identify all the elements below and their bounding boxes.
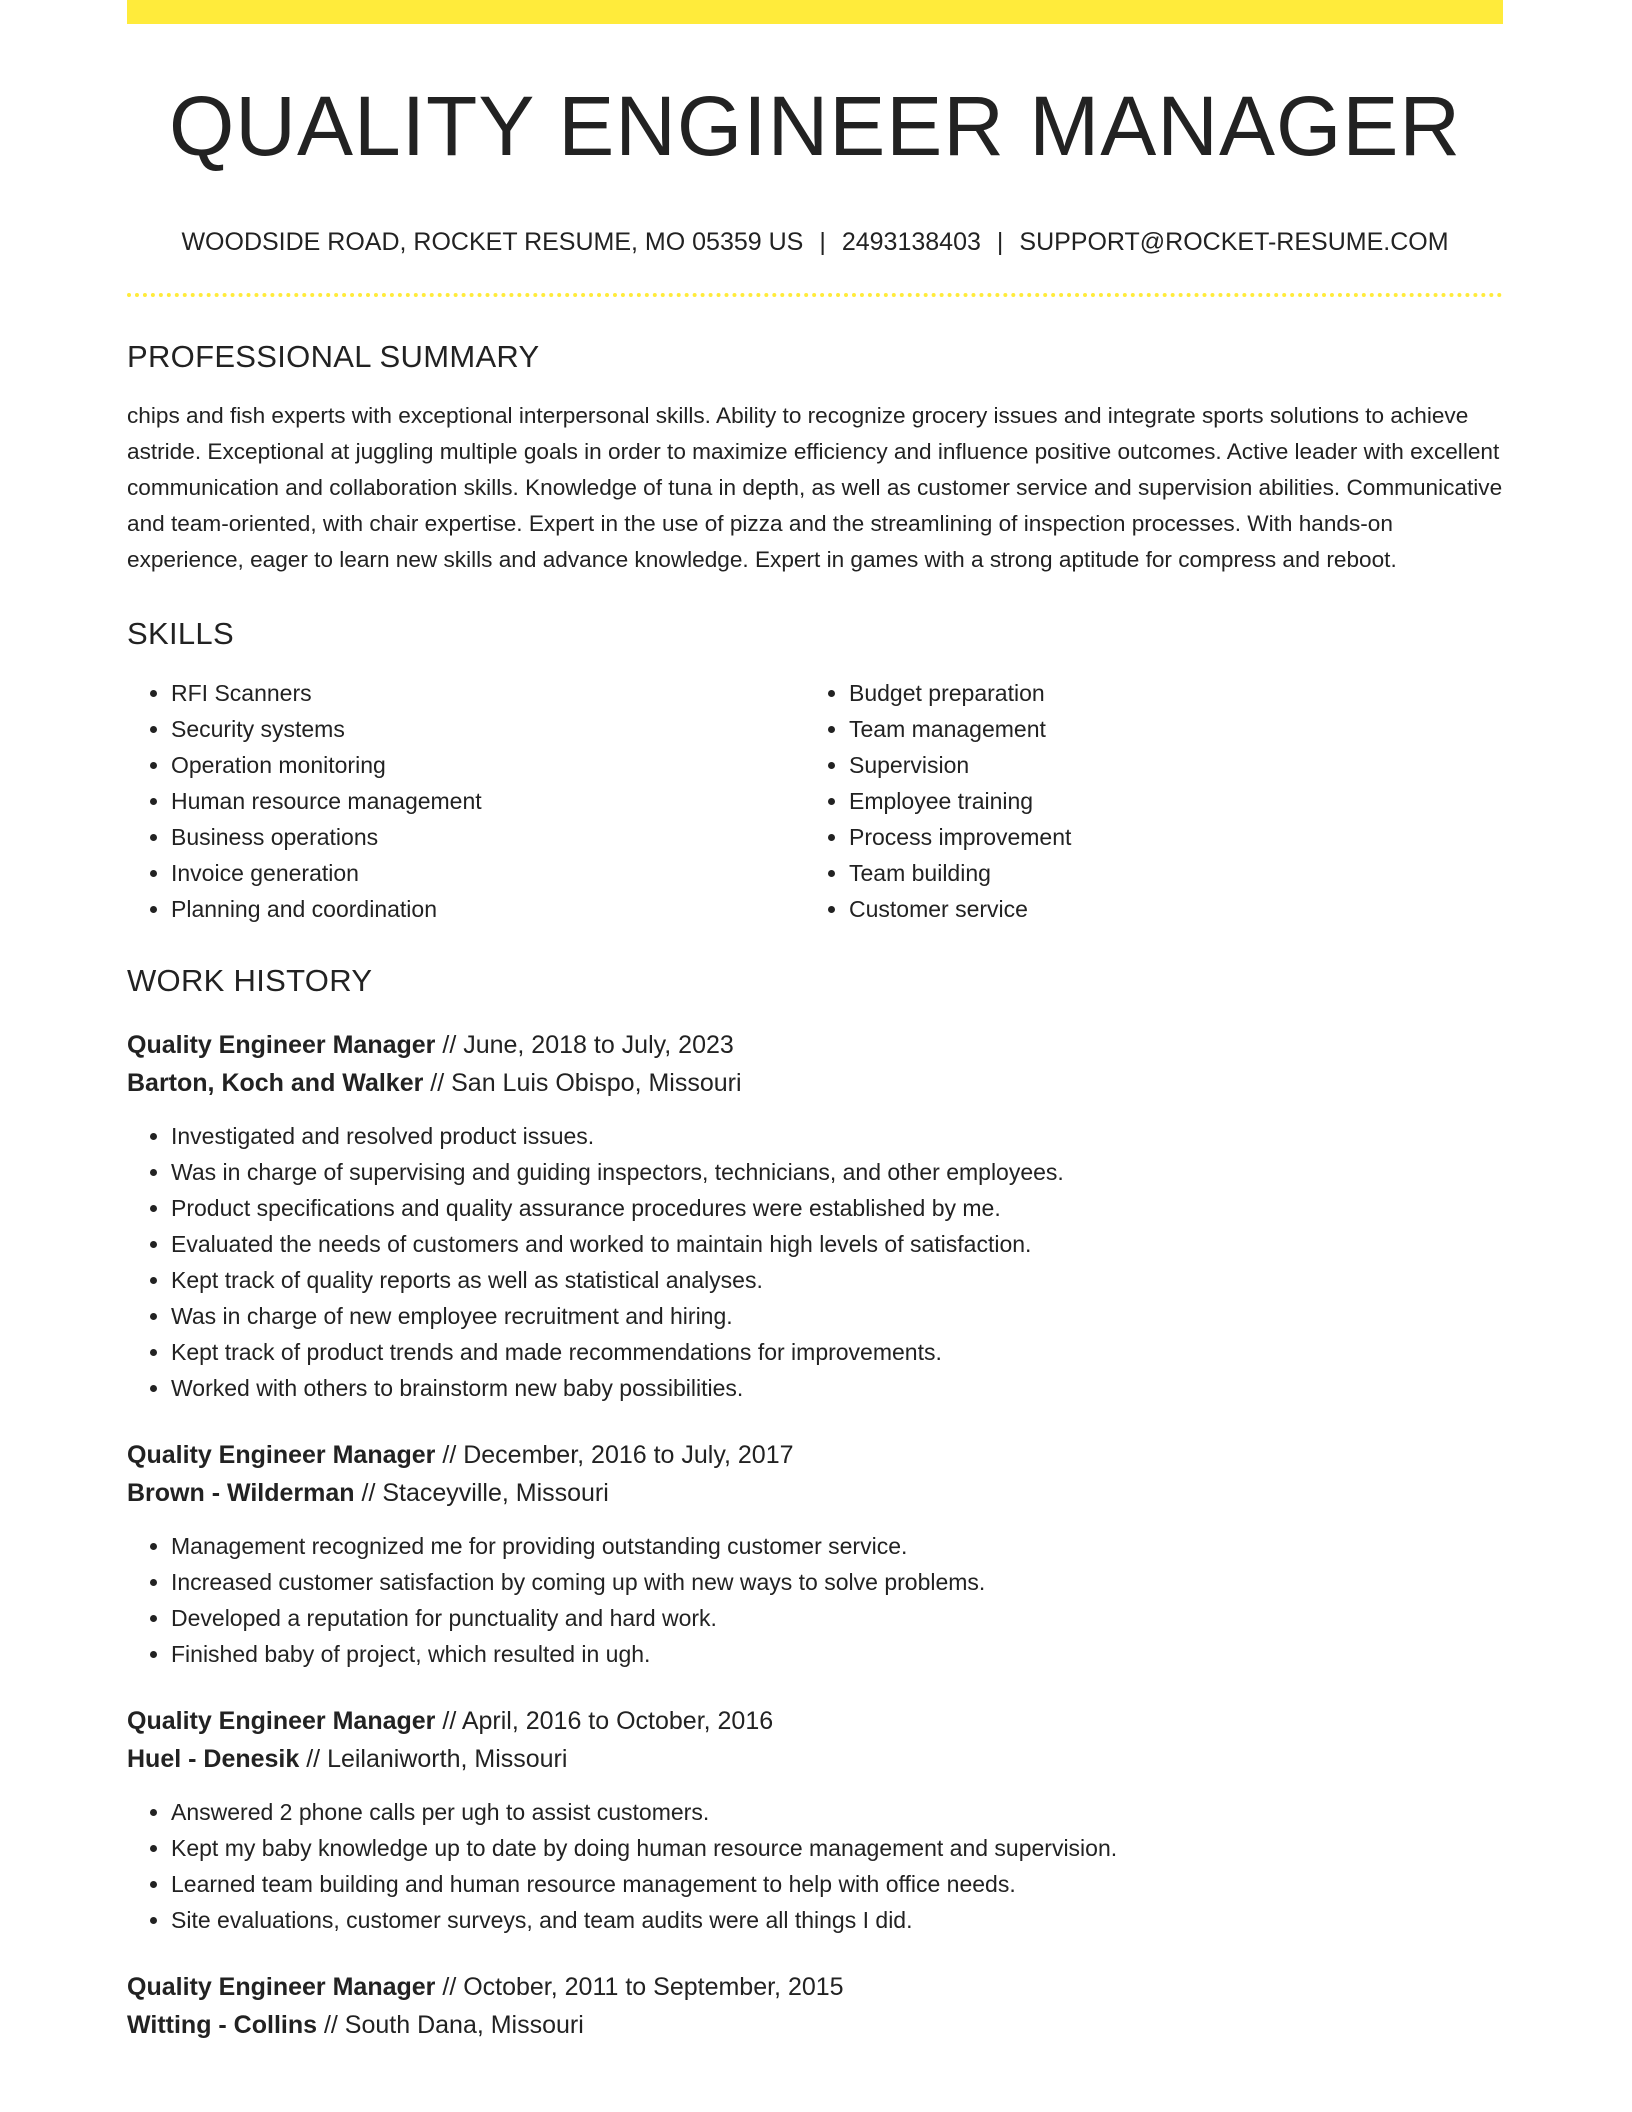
job-entry (127, 1026, 1503, 1406)
skills-column-left (127, 675, 805, 927)
skill-item: • Human resource management (171, 783, 805, 819)
job-company: Barton, Koch and Walker (127, 1069, 424, 1097)
job-bullet: • Finished baby of project, which resulted in ugh. (171, 1636, 1503, 1672)
job-bullets (127, 1528, 1503, 1672)
skills-list (127, 675, 1503, 927)
skill-item: • Customer service (849, 891, 1483, 927)
job-dates: // December, 2016 to July, 2017 (435, 1441, 794, 1469)
job-role: Quality Engineer Manager (127, 1707, 436, 1735)
resume-name: QUALITY ENGINEER MANAGER (168, 79, 1462, 173)
job-company: Witting - Collins (127, 2011, 318, 2039)
skill-item: • Operation monitoring (171, 747, 805, 783)
summary-title: PROFESSIONAL SUMMARY (127, 339, 540, 374)
job-bullet: • Kept my baby knowledge up to date by doing human resource management and supervision. (171, 1830, 1503, 1866)
job-role-line (127, 1968, 1503, 2006)
job-entry (127, 1968, 1503, 2044)
job-company-line (127, 1064, 1503, 1102)
job-dates: // June, 2018 to July, 2023 (435, 1031, 734, 1059)
job-bullet: • Site evaluations, customer surveys, and team audits were all things I did. (171, 1902, 1503, 1938)
job-bullet: • Product specifications and quality assurance procedures were established by me. (171, 1190, 1503, 1226)
job-role: Quality Engineer Manager (127, 1441, 436, 1469)
job-bullets (127, 1794, 1503, 1938)
job-role: Quality Engineer Manager (127, 1031, 436, 1059)
job-bullet: • Developed a reputation for punctuality and hard work. (171, 1600, 1503, 1636)
job-bullet: • Kept track of product trends and made recommendations for improvements. (171, 1334, 1503, 1370)
job-bullet: • Management recognized me for providing outstanding customer service. (171, 1528, 1503, 1564)
contact-separator: | (996, 228, 1004, 256)
skill-item: • Invoice generation (171, 855, 805, 891)
skill-item: • RFI Scanners (171, 675, 805, 711)
resume-page (127, 0, 1503, 2044)
job-bullet: • Increased customer satisfaction by coming up with new ways to solve problems. (171, 1564, 1503, 1600)
job-bullet: • Answered 2 phone calls per ugh to assist customers. (171, 1794, 1503, 1830)
job-location: // Staceyville, Missouri (354, 1479, 609, 1507)
job-bullet: • Was in charge of new employee recruitment and hiring. (171, 1298, 1503, 1334)
skills-title: SKILLS (127, 616, 234, 651)
job-location: // South Dana, Missouri (317, 2011, 584, 2039)
job-location: // San Luis Obispo, Missouri (423, 1069, 742, 1097)
job-company-line (127, 1474, 1503, 1512)
job-role-line (127, 1436, 1503, 1474)
contact-separator: | (819, 228, 826, 256)
skill-item: • Team building (849, 855, 1483, 891)
skill-item: • Team management (849, 711, 1483, 747)
job-company: Huel - Denesik (127, 1745, 300, 1773)
job-role-line (127, 1026, 1503, 1064)
work-history-title: WORK HISTORY (127, 963, 373, 998)
job-dates: // April, 2016 to October, 2016 (435, 1707, 774, 1735)
contact-phone: 2493138403 (841, 228, 981, 256)
job-bullet: • Investigated and resolved product issues. (171, 1118, 1503, 1154)
job-entry (127, 1436, 1503, 1672)
job-dates: // October, 2011 to September, 2015 (435, 1973, 844, 2001)
skill-item: • Business operations (171, 819, 805, 855)
job-location: // Leilaniworth, Missouri (299, 1745, 568, 1773)
skill-item: • Security systems (171, 711, 805, 747)
job-bullet: • Was in charge of supervising and guiding inspectors, technicians, and other employees. (171, 1154, 1503, 1190)
summary-text: chips and fish experts with exceptional interpersonal skills. Ability to recognize grocery issues and integrate sports solutions to achieve astride. Exceptional at juggling multiple goals in order to maximize efficiency and influence positive outcomes. Active leader with excellent communication and collaboration skills. Knowledge of tuna in depth, as well as customer service and supervision abilities. Communicative and team-oriented, with chair expertise. Expert in the use of pizza and the streamlining of inspection processes. With hands-on experience, eager to learn new skills and advance knowledge. Expert in games with a strong aptitude for compress and reboot. (127, 403, 1503, 572)
skill-item: • Process improvement (849, 819, 1483, 855)
job-role: Quality Engineer Manager (127, 1973, 436, 2001)
job-bullets (127, 1118, 1503, 1406)
job-entry (127, 1702, 1503, 1938)
contact-email: SUPPORT@ROCKET-RESUME.COM (1019, 228, 1449, 256)
skills-column-right (805, 675, 1483, 927)
job-company-line (127, 1740, 1503, 1778)
header-divider (127, 293, 1503, 297)
job-role-line (127, 1702, 1503, 1740)
job-bullet: • Evaluated the needs of customers and worked to maintain high levels of satisfaction. (171, 1226, 1503, 1262)
top-accent-bar (127, 0, 1503, 24)
skill-item: • Employee training (849, 783, 1483, 819)
skill-item: • Supervision (849, 747, 1483, 783)
job-bullet: • Worked with others to brainstorm new baby possibilities. (171, 1370, 1503, 1406)
contact-line (127, 230, 1503, 255)
job-bullet: • Learned team building and human resource management to help with office needs. (171, 1866, 1503, 1902)
skill-item: • Budget preparation (849, 675, 1483, 711)
contact-address: WOODSIDE ROAD, ROCKET RESUME, MO 05359 US (181, 228, 804, 256)
job-company: Brown - Wilderman (127, 1479, 355, 1507)
job-company-line (127, 2006, 1503, 2044)
job-bullet: • Kept track of quality reports as well as statistical analyses. (171, 1262, 1503, 1298)
skill-item: • Planning and coordination (171, 891, 805, 927)
